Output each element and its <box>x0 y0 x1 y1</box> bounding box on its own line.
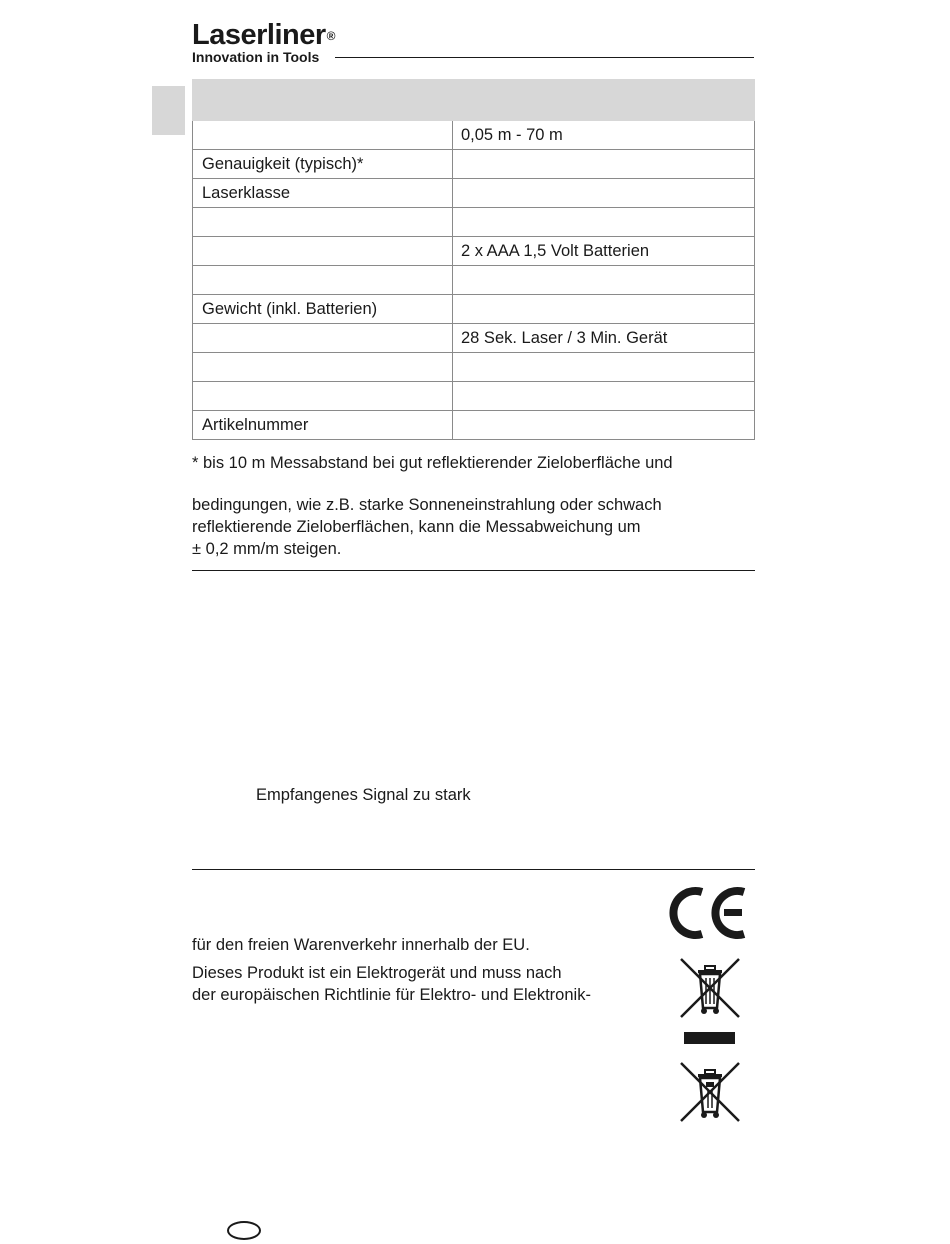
table-row <box>192 237 755 266</box>
row-label: Laserklasse <box>193 179 453 207</box>
footnote-line: reflektierende Zieloberflächen, kann die Messabweichung um <box>192 518 641 536</box>
brand-logo <box>192 20 335 64</box>
row-label <box>193 324 453 352</box>
row-value <box>453 208 754 236</box>
language-badge <box>227 1221 261 1240</box>
row-value <box>453 382 754 410</box>
header-rule <box>335 57 754 58</box>
table-row <box>192 324 755 353</box>
signal-message: Empfangenes Signal zu stark <box>256 786 471 804</box>
footnote-line: ± 0,2 mm/m steigen. <box>192 540 342 558</box>
row-label <box>193 353 453 381</box>
row-value <box>453 266 754 294</box>
row-value: 2 x AAA 1,5 Volt Batterien <box>461 242 650 260</box>
table-row <box>192 150 755 179</box>
conformity-text: für den freien Warenverkehr innerhalb der EU. <box>192 936 530 954</box>
table-row <box>192 266 755 295</box>
row-value <box>453 150 754 178</box>
row-label: Artikelnummer <box>193 411 453 439</box>
row-label <box>193 382 453 410</box>
row-value: 0,05 m - 70 m <box>461 126 563 144</box>
row-value <box>453 353 754 381</box>
section-divider <box>192 869 755 870</box>
table-row <box>192 208 755 237</box>
row-value <box>453 179 754 207</box>
disposal-text: der europäischen Richtlinie für Elektro- und Elektronik- <box>192 986 591 1004</box>
side-tab-marker <box>152 86 185 135</box>
ce-mark-icon <box>668 884 750 942</box>
footnote-line: bedingungen, wie z.B. starke Sonneneinstrahlung oder schwach <box>192 496 662 514</box>
row-value: 28 Sek. Laser / 3 Min. Gerät <box>461 329 668 347</box>
battery-bin-icon <box>678 1060 742 1124</box>
disposal-text: Dieses Produkt ist ein Elektrogerät und muss nach <box>192 964 562 982</box>
table-row <box>192 382 755 411</box>
table-header-bar <box>192 79 755 121</box>
table-row <box>192 353 755 382</box>
brand-name: Laserliner® <box>192 19 335 51</box>
table-row <box>192 411 755 440</box>
row-label <box>193 237 453 265</box>
table-row <box>192 121 755 150</box>
weee-bin-icon <box>678 956 742 1020</box>
footnote-line: * bis 10 m Messabstand bei gut reflektierender Zieloberfläche und <box>192 454 673 472</box>
table-row <box>192 179 755 208</box>
brand-tagline: Innovation in Tools <box>192 49 320 65</box>
row-value <box>453 295 754 323</box>
section-divider <box>192 570 755 571</box>
row-label: Gewicht (inkl. Batterien) <box>193 295 453 323</box>
black-bar-icon <box>684 1032 735 1044</box>
row-label <box>193 208 453 236</box>
row-label <box>193 266 453 294</box>
row-value <box>453 411 754 439</box>
row-label: Genauigkeit (typisch)* <box>193 150 453 178</box>
technical-data-table <box>192 79 755 440</box>
table-row <box>192 295 755 324</box>
row-label <box>193 121 453 149</box>
